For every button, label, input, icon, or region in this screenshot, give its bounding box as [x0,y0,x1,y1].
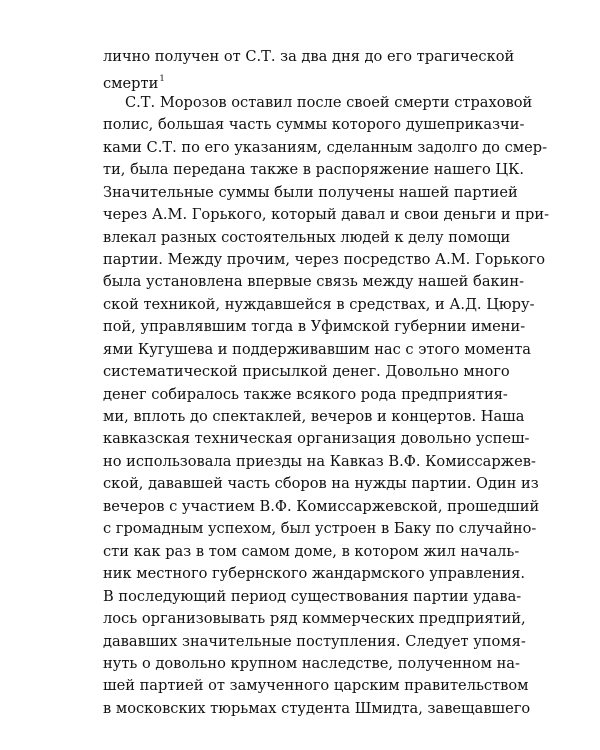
text-line: Значительные суммы были получены нашей партией [103,184,518,201]
text-line-content: смерти [103,75,159,92]
text-line: ями Кугушева и поддерживавшим нас с этого момента [103,341,531,358]
text-line: кавказская техническая организация довольно успеш- [103,430,530,447]
text-line: С.Т. Морозов оставил после своей смерти страховой [125,94,533,111]
text-line: была установлена впервые связь между нашей бакин- [103,273,525,290]
text-line: партии. Между прочим, через посредство А.М. Горького [103,251,546,268]
text-line: влекал разных состоятельных людей к делу помощи [103,229,511,246]
text-line: полис, большая часть суммы которого душеприказчи- [103,116,525,133]
text-line: в московских тюрьмах студента Шмидта, завещавшего [103,700,531,717]
text-line: пой, управлявшим тогда в Уфимской губернии имени- [103,318,526,335]
text-line: сти как раз в том самом доме, в котором жил началь- [103,543,520,560]
text-line: ской, дававшей часть сборов на нужды партии. Один из [103,475,539,492]
text-line: дававших значительные поступления. Следует упомя- [103,633,526,650]
text-line: нуть о довольно крупном наследстве, полученном на- [103,655,520,672]
text-line: лично получен от С.Т. за два дня до его трагической [103,48,515,65]
text-line: ками С.Т. по его указаниям, сделанным задолго до смер- [103,139,548,156]
text-line [103,68,499,90]
text-line: В последующий период существования партии удава- [103,588,522,605]
text-line: шей партией от замученного царским правительством [103,677,529,694]
text-line: но использовала приезды на Кавказ В.Ф. Комиссаржев- [103,453,536,470]
text-line: вечеров с участием В.Ф. Комиссаржевской, прошедший [103,498,540,515]
text-line: ми, вплоть до спектаклей, вечеров и концертов. Наша [103,408,525,425]
text-line: ти, была передана также в распоряжение нашего ЦК. [103,161,525,178]
text-line: лось организовывать ряд коммерческих предприятий, [103,610,526,627]
text-line: ской техникой, нуждавшейся в средствах, и А.Д. Цюру- [103,296,535,313]
text-line: ник местного губернского жандармского управления. [103,565,526,582]
text-line: через А.М. Горького, который давал и свои деньги и при- [103,206,550,223]
text-line: денег собиралось также всякого рода предприятия- [103,386,508,403]
text-line: систематической присылкой денег. Довольно много [103,363,510,380]
text-line: с громадным успехом, был устроен в Баку по случайно- [103,520,537,537]
footnote-reference[interactable]: 1 [159,74,165,84]
